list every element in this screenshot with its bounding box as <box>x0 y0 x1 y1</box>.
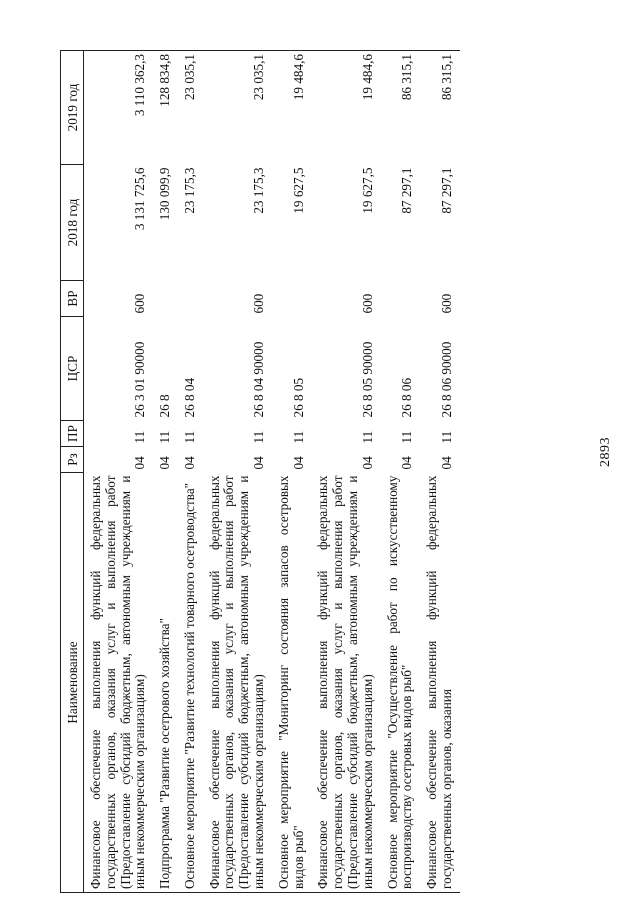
row-pr: 11 <box>399 430 415 444</box>
table-row <box>178 51 203 893</box>
table-row <box>311 51 380 893</box>
table-row <box>203 51 272 893</box>
row-csr: 26 8 05 <box>290 377 306 418</box>
row-2018: 87 297,1 <box>399 167 415 214</box>
header-2019: 2019 год <box>61 51 84 165</box>
row-2019: 23 035,1 <box>203 51 272 165</box>
row-csr: 26 8 06 90000 <box>438 341 454 418</box>
table-row <box>153 51 178 893</box>
table-row <box>381 51 421 893</box>
row-csr: 26 8 05 90000 <box>359 341 375 418</box>
table-row <box>272 51 312 893</box>
row-2019: 19 484,6 <box>272 51 312 165</box>
header-name: Наименование <box>61 473 84 893</box>
row-name: Финансовое обеспечение выполнения функций федеральных государственных органов, оказания услуг и выполнения работ (Предоставление субсидий бюджетным, автономным учреждениям и иным некоммерческим организациям) <box>311 473 380 893</box>
row-rz: 04 <box>399 456 415 470</box>
row-vr <box>178 281 203 317</box>
table-row <box>84 51 154 893</box>
row-csr: 26 8 06 <box>399 377 415 418</box>
row-2018: 19 627,5 <box>359 167 375 214</box>
row-vr: 600 <box>438 293 454 314</box>
row-name: Подпрограмма "Развитие осетрового хозяйства" <box>153 473 178 893</box>
row-vr: 600 <box>359 293 375 314</box>
row-vr: 600 <box>251 293 267 314</box>
page-number: 2893 <box>598 437 613 467</box>
row-csr: 26 3 01 90000 <box>132 341 148 418</box>
budget-table <box>60 50 460 893</box>
row-name: Основное мероприятие "Мониторинг состояния запасов осетровых видов рыб" <box>272 473 312 893</box>
row-rz: 04 <box>251 456 267 470</box>
row-name: Основное мероприятие "Развитие технологий товарного осетроводства" <box>178 473 203 893</box>
row-vr: 600 <box>132 293 148 314</box>
row-pr: 11 <box>157 430 173 444</box>
row-vr <box>153 281 178 317</box>
row-rz: 04 <box>359 456 375 470</box>
row-2019: 86 315,1 <box>420 51 460 165</box>
row-2018: 19 627,5 <box>290 167 306 214</box>
row-pr: 11 <box>359 430 375 444</box>
row-2018: 3 131 725,6 <box>132 167 148 231</box>
header-csr: ЦСР <box>61 317 84 421</box>
row-2019: 3 110 362,3 <box>84 51 154 165</box>
row-vr <box>381 281 421 317</box>
row-2018: 130 099,9 <box>157 167 173 221</box>
header-pr: ПР <box>61 421 84 447</box>
row-pr: 11 <box>290 430 306 444</box>
row-name: Основное мероприятие "Осуществление работ по искусственному воспроизводству осетровых видов рыб" <box>381 473 421 893</box>
row-2019: 23 035,1 <box>178 51 203 165</box>
row-name: Финансовое обеспечение выполнения функций федеральных государственных органов, оказания <box>420 473 460 893</box>
row-csr: 26 8 04 90000 <box>251 341 267 418</box>
row-csr: 26 8 04 <box>181 377 197 418</box>
row-rz: 04 <box>181 456 197 470</box>
row-rz: 04 <box>438 456 454 470</box>
row-pr: 11 <box>251 430 267 444</box>
row-rz: 04 <box>157 456 173 470</box>
row-vr <box>272 281 312 317</box>
row-2019: 128 834,8 <box>153 51 178 165</box>
row-name: Финансовое обеспечение выполнения функций федеральных государственных органов, оказания услуг и выполнения работ (Предоставление субсидий бюджетным, автономным учреждениям и иным некоммерческим организациям) <box>203 473 272 893</box>
row-rz: 04 <box>132 456 148 470</box>
header-vr: ВР <box>61 281 84 317</box>
table-row <box>420 51 460 893</box>
row-name: Финансовое обеспечение выполнения функций федеральных государственных органов, оказания услуг и выполнения работ (Предоставление субсидий бюджетным, автономным учреждениям и иным некоммерческим организациям) <box>84 473 154 893</box>
row-csr: 26 8 <box>157 394 173 418</box>
row-2019: 19 484,6 <box>311 51 380 165</box>
row-pr: 11 <box>438 430 454 444</box>
table-header-row <box>61 51 84 893</box>
row-pr: 11 <box>181 430 197 444</box>
row-2018: 23 175,3 <box>251 167 267 214</box>
header-rz: Рз <box>61 447 84 473</box>
header-2018: 2018 год <box>61 165 84 281</box>
row-2018: 23 175,3 <box>181 167 197 214</box>
row-2018: 87 297,1 <box>438 167 454 214</box>
row-2019: 86 315,1 <box>381 51 421 165</box>
row-rz: 04 <box>290 456 306 470</box>
row-pr: 11 <box>132 430 148 444</box>
